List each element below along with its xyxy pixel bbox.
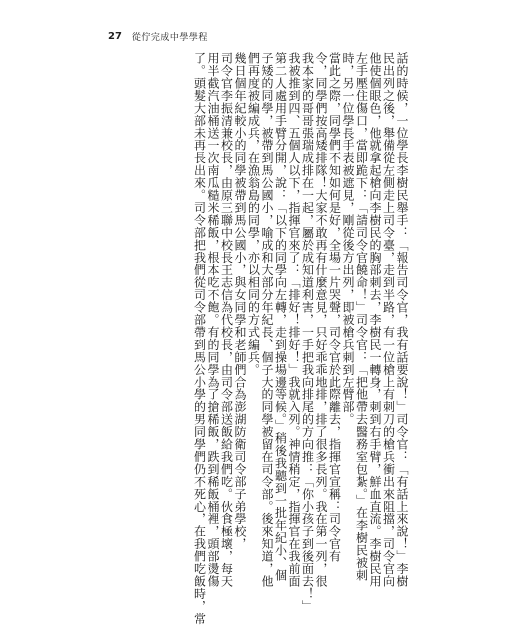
text-column: 時，另一位學長手表被遮見，剛從後方出列，即被槍兵刺到左臂部。: [341, 52, 355, 426]
text-column: 了。頭髮大部未再長出來。司令部把我們從司令部帶到馬公小學的男同學們仍不死心，在我們吃飯時，常: [192, 52, 207, 625]
text-column: 我被推到四、五個人以下，指揮官來了：「排好！排好！」我就入列。神情稍定，指揮官在我前面: [287, 52, 301, 588]
text-column: 們再度被編成兵，在漁翁島的同學，亦以相同的方式編兵。: [246, 52, 261, 376]
running-title: 從佇完成中學學程: [131, 32, 208, 43]
text-column: 子矮的同學，被帶到馬公國小，喻成和大部分年紀長、個子大的同學被留在司令部。後來知道，他: [260, 52, 274, 588]
page-number: 27: [108, 30, 122, 42]
text-column: 用半截汽油桶送一次南瓜糙米稀飯，根本吃不飽。有的同學為了搶稀飯，跌到稀飯桶裡，頭部燙傷: [206, 52, 220, 588]
text-column: 話的時候，一位學長李樹民舉手：「報告司令官，我有話要說！」司令官：「有話上來說！」李樹: [395, 52, 409, 588]
text-column: 左手壓住傷口，當即跪下：「請司令官饒命！」司令官：「把他帶去醫務室包紮。」在李樹民被刺: [354, 52, 369, 582]
text-column: 司令官李振清兼校長，由原三聯中校長王志信為代校長，由司令部送飯給我們吃。伙食極壞，每天: [219, 52, 234, 588]
text-column: 幾日個年紀較小的同學被帶到馬公國小，與女同學和老師們合為澎湖防衛司令部子弟學校，: [233, 52, 247, 550]
vertical-body-text: [192, 52, 409, 625]
page-header: [108, 28, 208, 44]
text-column: 令，同學們按高矮排隊！大家不敢再有什麼意見，只好乖乖地排，排了很多長列。我在第一列，很: [314, 52, 328, 588]
text-column: 他使個眼色，他就拿起槍向李樹民的胸部刺去，李樹民一轉身，刺到右手臂，鮮血直流。李樹民用: [368, 52, 382, 588]
text-column: 第二人處用手臂分開，說：「以下的同學向左轉，走到操場邊等候。」稍後我聽到一批年紀小、個: [273, 52, 288, 582]
text-column: 當此之際，同學們不知如何是好，全場一片哭聲，司令官於此際離去，指揮官宣稱：司令官有: [327, 52, 342, 563]
text-column: 我本家的哥哥張瑞成排在一起，屬於成知道利害，一手把我向排尾的方向推：「你小孩子到後面去！」: [300, 52, 315, 613]
text-column: 民出列之後，舉備從左側走上司令臺，走到半路，有一位槍上有刺刀的槍兵衝出來阻擋，司令官向: [381, 52, 396, 588]
